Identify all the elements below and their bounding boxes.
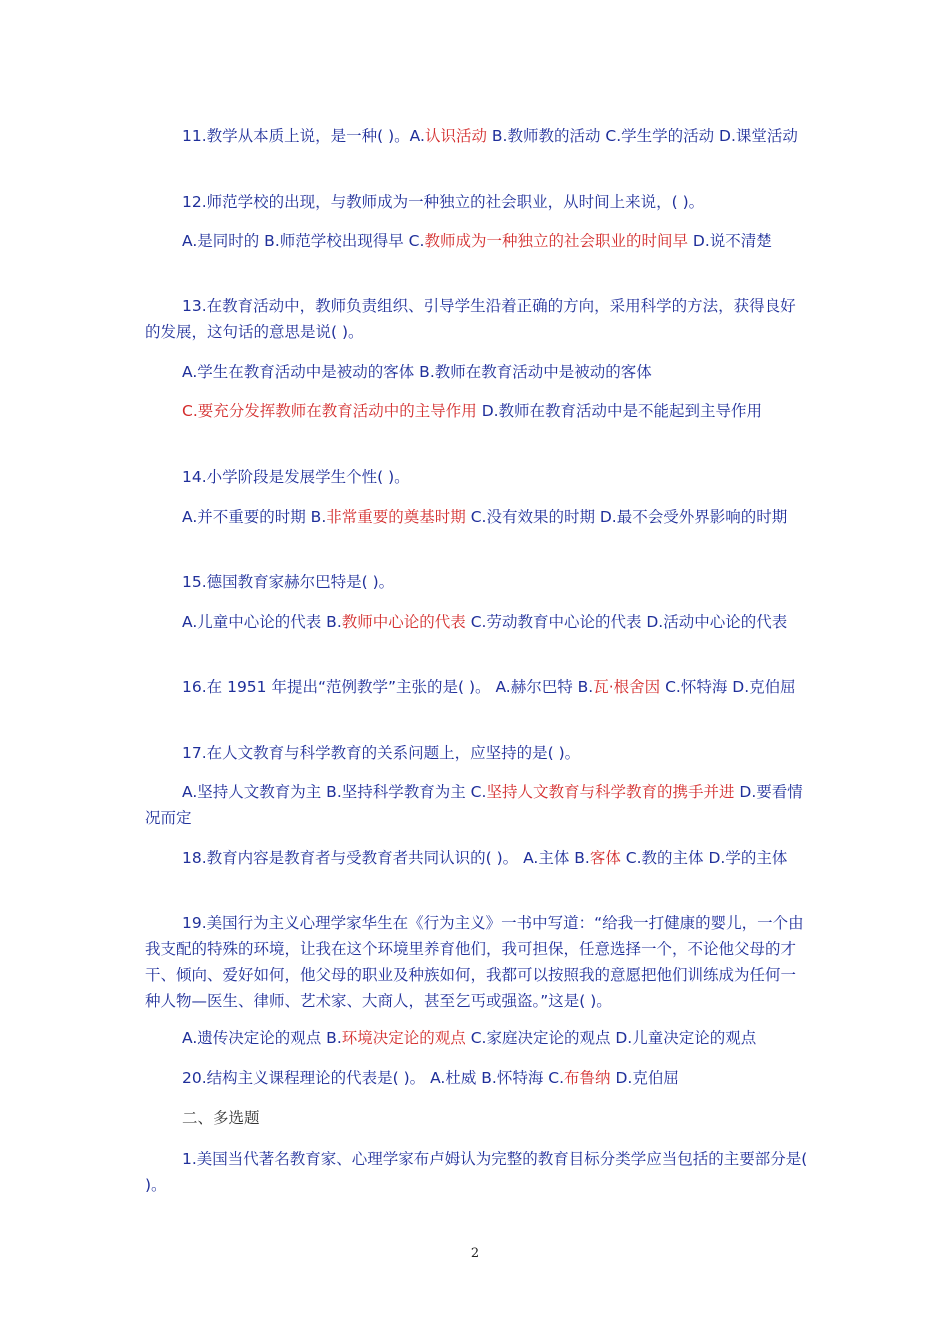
paragraph-q13-options-ab: [145, 359, 810, 385]
text-segment: 17.在人文教育与科学教育的关系问题上，应坚持的是( )。: [182, 744, 581, 762]
text-segment: 18.教育内容是教育者与受教育者共同认识的( )。 A.主体 B.: [182, 849, 590, 867]
text-segment: D.教师在教育活动中是不能起到主导作用: [476, 402, 763, 420]
answer-highlight: C.要充分发挥教师在教育活动中的主导作用: [182, 402, 477, 420]
paragraph-q13-options-cd: [145, 398, 810, 424]
paragraph-q11: [145, 123, 810, 149]
paragraph-q18: [145, 845, 810, 871]
text-segment: A.儿童中心论的代表 B.: [182, 613, 342, 631]
text-segment: D.要看情况而定: [145, 783, 803, 827]
text-segment: A.学生在教育活动中是被动的客体 B.教师在教育活动中是被动的客体: [182, 363, 652, 381]
paragraph-q13: [145, 293, 810, 345]
text-segment: 13.在教育活动中，教师负责组织、引导学生沿着正确的方向，采用科学的方法，获得良好的发展，这句话的意思是说( )。: [145, 297, 796, 341]
paragraph-q15: [145, 569, 810, 595]
paragraph-mc-q1: [145, 1146, 810, 1198]
answer-highlight: 教师成为一种独立的社会职业的时间早: [424, 232, 688, 250]
text-segment: A.并不重要的时期 B.: [182, 508, 327, 526]
answer-highlight: 环境决定论的观点: [341, 1029, 466, 1047]
section-heading-multiple-choice: [145, 1105, 810, 1131]
text-segment: 16.在 1951 年提出“范例教学”主张的是( )。 A.赫尔巴特 B.: [182, 678, 594, 696]
paragraph-q17: [145, 740, 810, 766]
paragraph-q12: [145, 189, 810, 215]
answer-highlight: 布鲁纳: [564, 1069, 611, 1087]
text-segment: C.怀特海 D.克伯屈: [660, 678, 796, 696]
text-segment: 11.教学从本质上说，是一种( )。A.: [182, 127, 425, 145]
paragraph-q14: [145, 464, 810, 490]
text-segment: 20.结构主义课程理论的代表是( )。 A.杜威 B.怀特海 C.: [182, 1069, 565, 1087]
text-segment: C.没有效果的时期 D.最不会受外界影响的时期: [465, 508, 788, 526]
text-segment: 15.德国教育家赫尔巴特是( )。: [182, 573, 395, 591]
page-number: 2: [470, 1246, 480, 1261]
paragraph-q16: [145, 674, 810, 700]
text-segment: 二、多选题: [182, 1109, 260, 1127]
text-segment: A.遗传决定论的观点 B.: [182, 1029, 342, 1047]
answer-highlight: 坚持人文教育与科学教育的携手并进: [486, 783, 735, 801]
text-segment: C.劳动教育中心论的代表 D.活动中心论的代表: [465, 613, 788, 631]
text-segment: 12.师范学校的出现，与教师成为一种独立的社会职业，从时间上来说，( )。: [182, 193, 705, 211]
answer-highlight: 认识活动: [424, 127, 487, 145]
paragraph-q15-options: [145, 609, 810, 635]
text-segment: 19.美国行为主义心理学家华生在《行为主义》一书中写道：“给我一打健康的婴儿，一个由我支配的特殊的环境，让我在这个环境里养育他们，我可担保，任意选择一个，不论他父母的才干、倾向、爱好如何，他父母的职业及种族如何，我都可以按照我的意愿把他们训练成为任何一种人物—医生、律师、艺术家、大商人，甚至乞丐或强盗。”这是( )。: [145, 914, 804, 1010]
answer-highlight: 瓦·根舍因: [593, 678, 661, 696]
paragraph-q17-options: [145, 779, 810, 831]
text-segment: A.坚持人文教育为主 B.坚持科学教育为主 C.: [182, 783, 487, 801]
answer-highlight: 非常重要的奠基时期: [326, 508, 466, 526]
text-segment: C.教的主体 D.学的主体: [620, 849, 788, 867]
text-segment: D.说不清楚: [687, 232, 772, 250]
paragraph-q14-options: [145, 504, 810, 530]
paragraph-q19: [145, 910, 810, 1014]
text-segment: D.克伯屈: [610, 1069, 679, 1087]
paragraph-q20: [145, 1065, 810, 1091]
paragraph-q12-options: [145, 228, 810, 254]
text-segment: C.家庭决定论的观点 D.儿童决定论的观点: [465, 1029, 757, 1047]
answer-highlight: 教师中心论的代表: [341, 613, 466, 631]
text-segment: 1.美国当代著名教育家、心理学家布卢姆认为完整的教育目标分类学应当包括的主要部分是( )。: [145, 1150, 808, 1194]
text-segment: 14.小学阶段是发展学生个性( )。: [182, 468, 410, 486]
answer-highlight: 客体: [589, 849, 621, 867]
text-segment: B.教师教的活动 C.学生学的活动 D.课堂活动: [486, 127, 798, 145]
text-segment: A.是同时的 B.师范学校出现得早 C.: [182, 232, 425, 250]
paragraph-q19-options: [145, 1025, 810, 1051]
